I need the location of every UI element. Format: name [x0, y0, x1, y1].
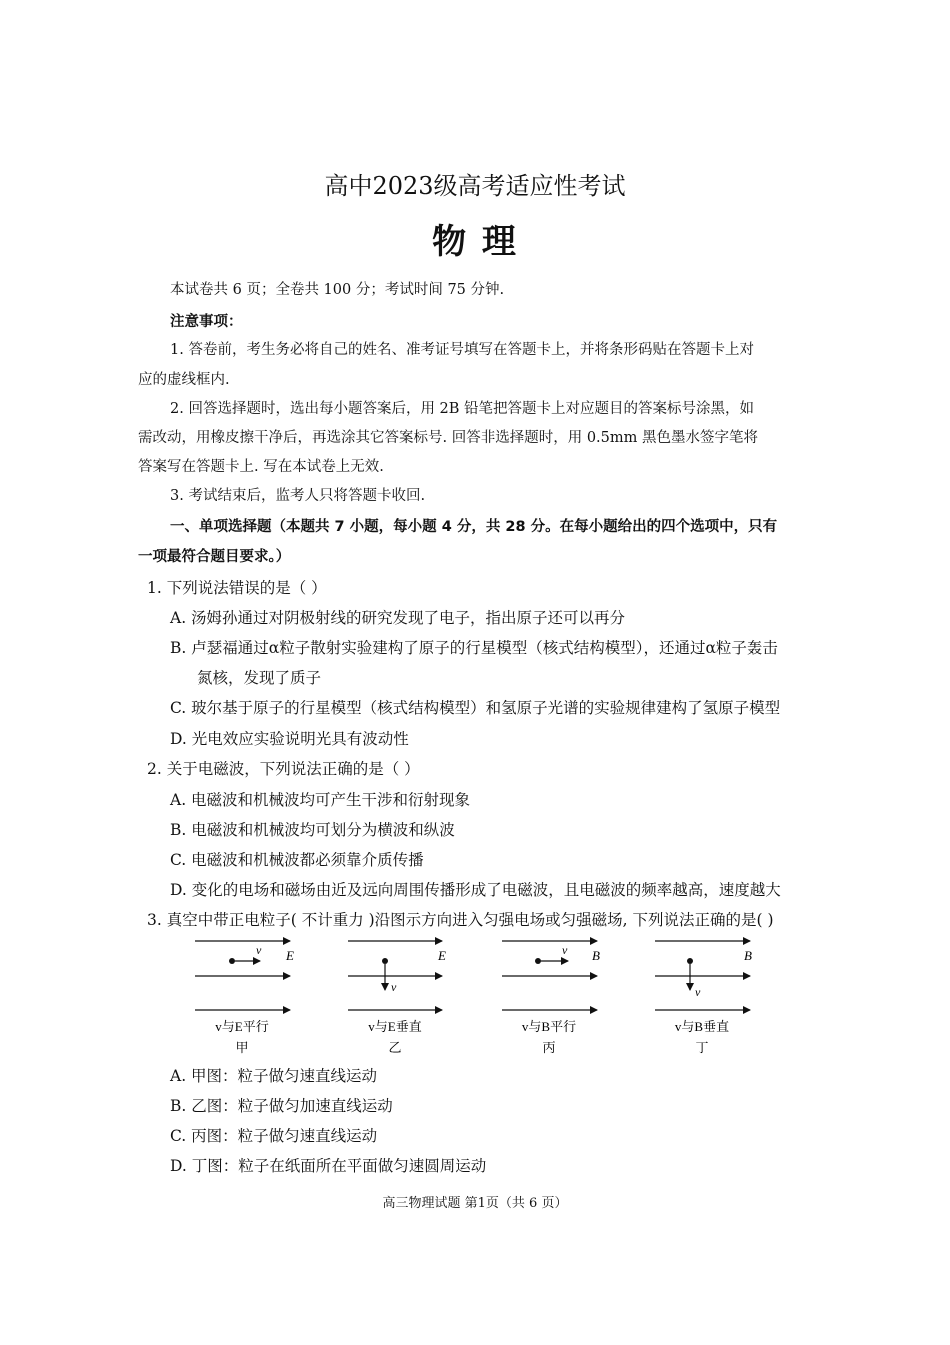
q1-option-b-line2: 氮核，发现了质子 — [197, 669, 322, 687]
q2-option-c: C. 电磁波和机械波都必须靠介质传播 — [170, 851, 424, 869]
field-label: E — [286, 948, 294, 963]
q3-option-c: C. 丙图：粒子做匀速直线运动 — [170, 1127, 378, 1145]
velocity-label: v — [391, 980, 397, 994]
figure-ding — [655, 941, 752, 1055]
q3-option-d: D. 丁图：粒子在纸面所在平面做匀速圆周运动 — [170, 1157, 487, 1175]
notice-1-line2: 应的虚线框内. — [138, 372, 230, 388]
figure-yi — [348, 941, 446, 1055]
q2-option-b: B. 电磁波和机械波均可划分为横波和纵波 — [170, 821, 455, 839]
page-footer: 高三物理试题 第1页（共 6 页） — [382, 1196, 568, 1211]
figure-caption: v与E平行 — [215, 1019, 269, 1034]
particle-dot — [535, 958, 541, 964]
q3-option-a: A. 甲图：粒子做匀速直线运动 — [170, 1067, 378, 1085]
q1-option-a: A. 汤姆孙通过对阴极射线的研究发现了电子，指出原子还可以再分 — [170, 609, 626, 627]
figure-caption: v与B平行 — [521, 1019, 577, 1034]
exam-summary: 本试卷共 6 页；全卷共 100 分；考试时间 75 分钟. — [170, 282, 505, 298]
notice-1-line1: 1. 答卷前，考生务必将自己的姓名、准考证号填写在答题卡上，并将条形码贴在答题卡上对 — [170, 342, 754, 358]
section1-heading-line1: 一、单项选择题（本题共 7 小题，每小题 4 分，共 28 分。在每小题给出的四个选项中，只有 — [170, 519, 778, 535]
notice-2-line2: 需改动，用橡皮擦干净后，再选涂其它答案标号. 回答非选择题时，用 0.5mm 黑色墨水签字笔将 — [138, 430, 758, 446]
velocity-label: v — [562, 943, 568, 957]
q3-figures — [180, 930, 780, 1060]
figure-name: 乙 — [388, 1040, 402, 1055]
particle-dot — [687, 958, 693, 964]
figure-name: 丁 — [695, 1040, 709, 1055]
exam-title: 高中2023级高考适应性考试 — [324, 172, 626, 200]
figure-jia — [195, 941, 294, 1055]
field-label: E — [438, 948, 446, 963]
notice-heading: 注意事项： — [170, 314, 243, 330]
particle-dot — [382, 958, 388, 964]
q1-stem: 1. 下列说法错误的是（ ） — [147, 579, 327, 597]
figure-name: 甲 — [235, 1040, 249, 1055]
q1-option-b-line1: B. 卢瑟福通过α粒子散射实验建构了原子的行星模型（核式结构模型），还通过α粒子轰击 — [170, 639, 778, 657]
field-label: B — [744, 948, 752, 963]
velocity-label: v — [695, 985, 701, 999]
q1-option-d: D. 光电效应实验说明光具有波动性 — [170, 730, 409, 748]
q3-option-b: B. 乙图：粒子做匀加速直线运动 — [170, 1097, 393, 1115]
figure-caption: v与B垂直 — [674, 1019, 730, 1034]
figure-bing — [502, 941, 600, 1055]
figure-name: 丙 — [542, 1040, 556, 1055]
notice-3: 3. 考试结束后，监考人只将答题卡收回. — [170, 488, 426, 504]
q3-stem: 3. 真空中带正电粒子( 不计重力 )沿图示方向进入匀强电场或匀强磁场, 下列说法正确的是( ) — [147, 911, 774, 929]
field-label: B — [592, 948, 600, 963]
notice-2-line1: 2. 回答选择题时，选出每小题答案后，用 2B 铅笔把答题卡上对应题目的答案标号涂黑，如 — [170, 401, 755, 417]
q2-option-a: A. 电磁波和机械波均可产生干涉和衍射现象 — [170, 791, 471, 809]
velocity-label: v — [256, 943, 262, 957]
subject-title: 物 理 — [432, 222, 518, 262]
q2-option-d: D. 变化的电场和磁场由近及远向周围传播形成了电磁波，且电磁波的频率越高，速度越大 — [170, 881, 781, 899]
q2-stem: 2. 关于电磁波，下列说法正确的是（ ） — [147, 760, 420, 778]
particle-dot — [229, 958, 235, 964]
figure-caption: v与E垂直 — [368, 1019, 422, 1034]
section1-heading-line2: 一项最符合题目要求。） — [138, 549, 291, 565]
notice-2-line3: 答案写在答题卡上. 写在本试卷上无效. — [138, 459, 384, 475]
q1-option-c: C. 玻尔基于原子的行星模型（核式结构模型）和氢原子光谱的实验规律建构了氢原子模型 — [170, 699, 781, 717]
